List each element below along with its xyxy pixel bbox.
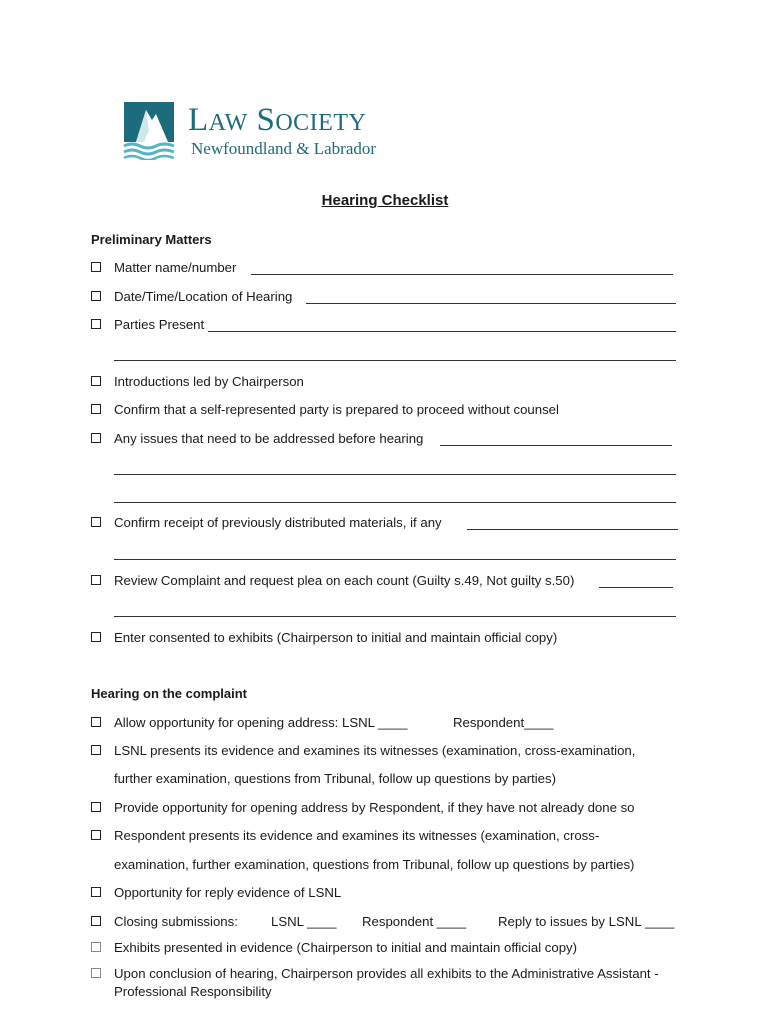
blank-line[interactable] [114,474,676,475]
checklist-item-opening-respondent: Provide opportunity for opening address by Respondent, if they have not already done so [91,799,681,817]
checkbox[interactable] [91,887,101,897]
checkbox[interactable] [91,717,101,727]
law-society-logo [122,100,402,162]
checklist-item-issues: Any issues that need to be addressed before hearing [91,430,681,448]
checkbox[interactable] [91,830,101,840]
checkbox[interactable] [91,745,101,755]
blank-line[interactable] [599,587,673,588]
checkbox[interactable] [91,319,101,329]
checklist-item-review-complaint: Review Complaint and request plea on each count (Guilty s.49, Not guilty s.50) [91,572,681,590]
section-heading-preliminary: Preliminary Matters [91,232,212,247]
checkbox[interactable] [91,262,101,272]
checkbox[interactable] [91,575,101,585]
blank-line[interactable] [114,616,676,617]
checklist-item-exhibits-presented: Exhibits presented in evidence (Chairperson to initial and maintain official copy) [91,939,681,957]
checklist-item-matter: Matter name/number [91,259,681,277]
checklist-item-introductions: Introductions led by Chairperson [91,373,681,391]
checkbox[interactable] [91,376,101,386]
checkbox[interactable] [91,968,101,978]
checklist-item-receipt: Confirm receipt of previously distributed materials, if any [91,514,681,532]
blank-line[interactable] [251,274,673,275]
checkbox[interactable] [91,517,101,527]
logo-subtitle: Newfoundland & Labrador [191,139,377,158]
blank-line[interactable] [114,559,676,560]
checklist-item-lsnl-evidence: LSNL presents its evidence and examines its witnesses (examination, cross-examination, [91,742,681,760]
checklist-item-parties: Parties Present [91,316,681,334]
checklist-item-opening-address: Allow opportunity for opening address: LSNL ____ Respondent____ [91,714,681,732]
page-title: Hearing Checklist [321,192,449,209]
checkbox[interactable] [91,291,101,301]
section-heading-hearing: Hearing on the complaint [91,686,248,701]
logo-title: LAW SOCIETY [188,102,367,138]
checkbox[interactable] [91,632,101,642]
checkbox[interactable] [91,942,101,952]
checklist-item-continuation: further examination, questions from Tribunal, follow up questions by parties) [114,771,557,786]
checklist-item-conclusion: Upon conclusion of hearing, Chairperson provides all exhibits to the Administrative Assistant - Professional Responsibility [91,965,691,1005]
checkbox[interactable] [91,433,101,443]
law-society-emblem-icon [122,100,178,160]
blank-line[interactable] [306,303,676,304]
checkbox[interactable] [91,802,101,812]
blank-line[interactable] [114,360,676,361]
checkbox[interactable] [91,916,101,926]
checklist-item-reply-evidence: Opportunity for reply evidence of LSNL [91,884,681,902]
checklist-item-self-represented: Confirm that a self-represented party is prepared to proceed without counsel [91,401,681,419]
checklist-item-closing-submissions: Closing submissions: LSNL ____ Respondent ____ Reply to issues by LSNL ____ [91,913,681,931]
checklist-item-datetime: Date/Time/Location of Hearing [91,288,681,306]
blank-line[interactable] [467,529,678,530]
checklist-item-consented-exhibits: Enter consented to exhibits (Chairperson to initial and maintain official copy) [91,629,681,647]
blank-line[interactable] [208,331,676,332]
blank-line[interactable] [114,502,676,503]
checkbox[interactable] [91,404,101,414]
checklist-item-respondent-evidence: Respondent presents its evidence and examines its witnesses (examination, cross- [91,827,681,845]
blank-line[interactable] [440,445,672,446]
checklist-item-continuation: examination, further examination, questions from Tribunal, follow up questions by parties) [114,857,635,872]
